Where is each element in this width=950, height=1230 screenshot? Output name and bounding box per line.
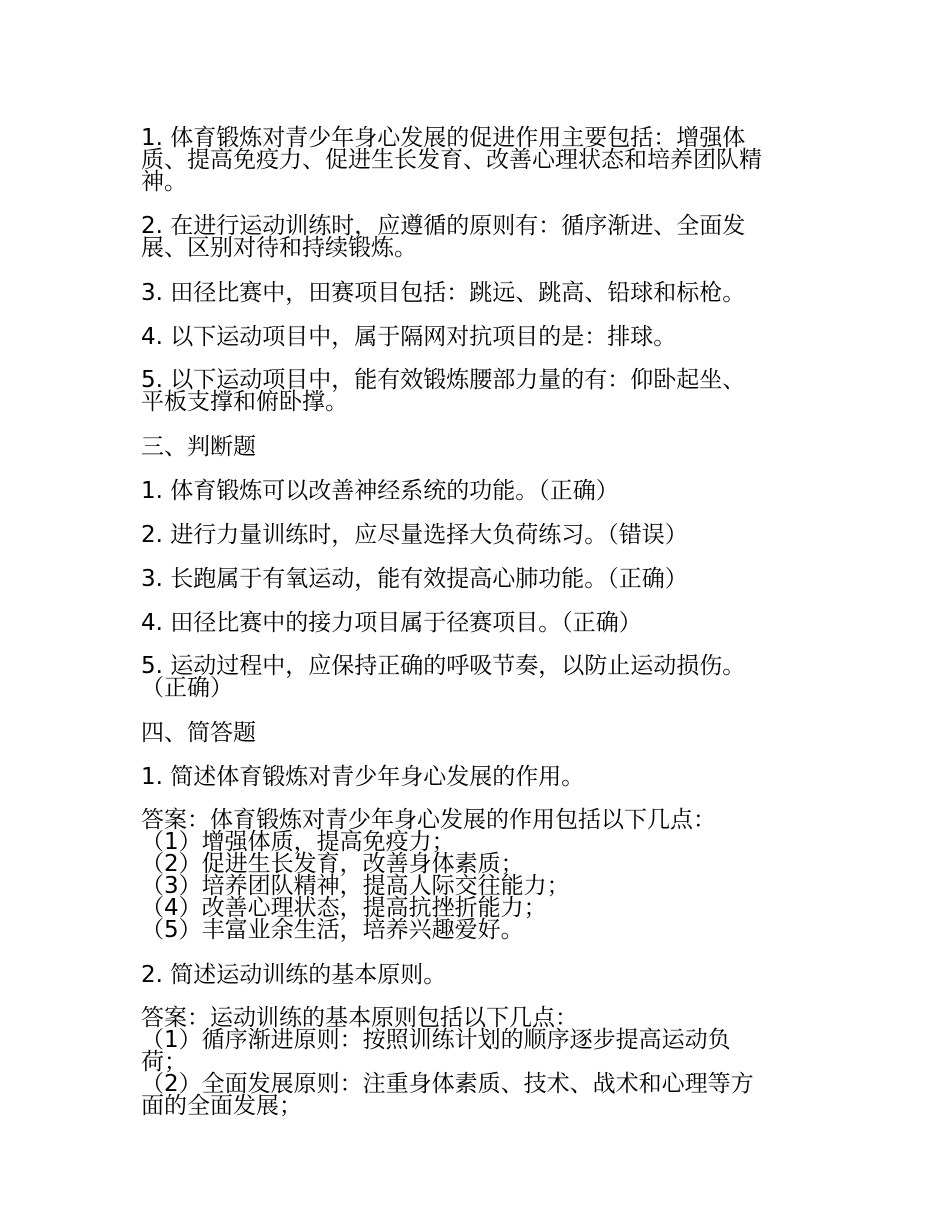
answer-item-4 xyxy=(141,325,813,349)
text-line: 神。 xyxy=(141,169,187,195)
answer-line: （5）丰富业余生活，培养兴趣爱好。 xyxy=(141,917,524,943)
answer-line: （3）培养团队精神，提高人际交往能力； xyxy=(141,873,570,899)
answer-line: （2）促进生长发育，改善身体素质； xyxy=(141,851,524,877)
text-line: （正确） xyxy=(141,675,233,701)
section-title: 三、判断题 xyxy=(141,434,256,460)
text-line: 5. 运动过程中，应保持正确的呼吸节奏，以防止运动损伤。 xyxy=(141,653,746,679)
document-page xyxy=(141,127,813,1139)
answer-line: 面的全面发展； xyxy=(141,1093,302,1119)
answer-line: （2）全面发展原则：注重身体素质、技术、战术和心理等方 xyxy=(141,1071,754,1097)
answer-line: 荷； xyxy=(141,1049,187,1075)
section-title: 四、简答题 xyxy=(141,720,256,746)
true-false-item-5 xyxy=(141,655,813,699)
question-text: 2. 简述运动训练的基本原则。 xyxy=(141,962,447,988)
answer-item-2 xyxy=(141,215,813,259)
text-line: 质、提高免疫力、促进生长发育、改善心理状态和培养团队精 xyxy=(141,147,762,173)
short-answer-question-2 xyxy=(141,963,813,987)
short-answer-question-1 xyxy=(141,765,813,789)
text-line: 4. 以下运动项目中，属于隔网对抗项目的是：排球。 xyxy=(141,324,677,350)
text-line: 3. 长跑属于有氧运动，能有效提高心肺功能。（正确） xyxy=(141,566,688,592)
true-false-item-1 xyxy=(141,479,813,503)
text-line: 3. 田径比赛中，田赛项目包括：跳远、跳高、铅球和标枪。 xyxy=(141,280,746,306)
answer-line: （1）循序渐进原则：按照训练计划的顺序逐步提高运动负 xyxy=(141,1027,731,1053)
text-line: 2. 进行力量训练时，应尽量选择大负荷练习。（错误） xyxy=(141,522,688,548)
true-false-item-2 xyxy=(141,523,813,547)
short-answer-answer-2 xyxy=(141,1007,813,1117)
text-line: 5. 以下运动项目中，能有效锻炼腰部力量的有：仰卧起坐、 xyxy=(141,367,746,393)
answer-item-5 xyxy=(141,369,813,413)
text-line: 4. 田径比赛中的接力项目属于径赛项目。（正确） xyxy=(141,610,642,636)
text-line: 1. 体育锻炼对青少年身心发展的促进作用主要包括：增强体 xyxy=(141,125,746,151)
text-line: 平板支撑和俯卧撑。 xyxy=(141,389,348,415)
answer-line: 答案：体育锻炼对青少年身心发展的作用包括以下几点： xyxy=(141,807,716,833)
text-line: 2. 在进行运动训练时，应遵循的原则有：循序渐进、全面发 xyxy=(141,213,746,239)
short-answer-answer-1 xyxy=(141,809,813,941)
answer-line: （1）增强体质，提高免疫力； xyxy=(141,829,455,855)
question-text: 1. 简述体育锻炼对青少年身心发展的作用。 xyxy=(141,764,585,790)
text-line: 展、区别对待和持续锻炼。 xyxy=(141,235,417,261)
answer-line: （4）改善心理状态，提高抗挫折能力； xyxy=(141,895,547,921)
section-heading-true-false xyxy=(141,435,813,459)
true-false-item-3 xyxy=(141,567,813,591)
answer-item-1 xyxy=(141,127,813,193)
true-false-item-4 xyxy=(141,611,813,635)
text-line: 1. 体育锻炼可以改善神经系统的功能。（正确） xyxy=(141,478,619,504)
answer-line: 答案：运动训练的基本原则包括以下几点： xyxy=(141,1005,578,1031)
answer-item-3 xyxy=(141,281,813,305)
section-heading-short-answer xyxy=(141,721,813,745)
